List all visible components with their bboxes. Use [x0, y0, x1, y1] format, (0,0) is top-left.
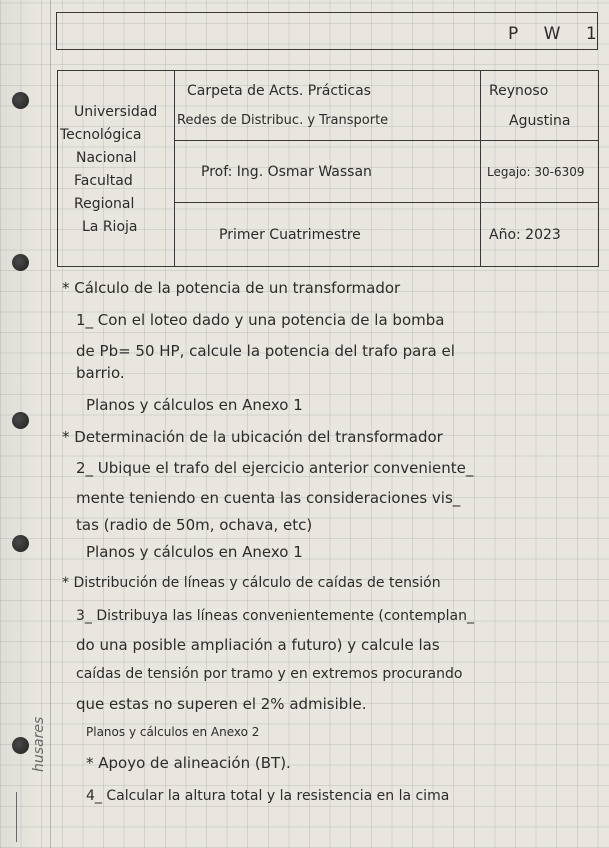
binder-hole [12, 412, 29, 429]
term-label: Primer Cuatrimestre [219, 226, 361, 243]
institution-line: Nacional [76, 149, 137, 166]
notebook-brand: husares [31, 716, 47, 772]
institution-cell [58, 71, 175, 267]
institution-line: Regional [74, 195, 135, 212]
section-heading: * Apoyo de alineación (BT). [86, 754, 291, 772]
exercise-text: que estas no superen el 2% admisible. [76, 695, 367, 713]
institution-line: Universidad [74, 103, 158, 120]
margin-line [50, 0, 51, 848]
exercise-text: 2_ Ubique el trafo del ejercicio anterior conveniente_ [76, 459, 474, 477]
term-cell [175, 203, 481, 267]
subject-title: Redes de Distribuc. y Transporte [177, 112, 389, 128]
legajo-number: Legajo: 30-6309 [487, 164, 585, 179]
binder-hole [12, 254, 29, 271]
exercise-text: 4_ Calcular la altura total y la resistencia en la cima [86, 788, 450, 804]
exercise-text: barrio. [76, 364, 125, 382]
exercise-text: 3_ Distribuya las líneas convenientemente (contemplan_ [76, 608, 474, 624]
student-name: Agustina [509, 112, 571, 129]
professor-name: Prof: Ing. Osmar Wassan [201, 163, 372, 180]
professor-cell [175, 141, 481, 203]
section-heading: * Distribución de líneas y cálculo de caídas de tensión [62, 575, 441, 591]
binder-hole [12, 92, 29, 109]
exercise-text: do una posible ampliación a futuro) y calcule las [76, 636, 440, 654]
exercise-text: de Pb= 50 HP, calcule la potencia del trafo para el [76, 342, 455, 360]
exercise-text: 1_ Con el loteo dado y una potencia de la bomba [76, 311, 445, 329]
exercise-text: caídas de tensión por tramo y en extremos procurando [76, 666, 463, 682]
institution-line: Tecnológica [60, 126, 142, 143]
student-surname: Reynoso [489, 82, 549, 99]
section-heading: * Determinación de la ubicación del transformador [62, 428, 443, 446]
cover-info-table [57, 70, 599, 267]
annex-note: Planos y cálculos en Anexo 2 [86, 725, 260, 739]
annex-note: Planos y cálculos en Anexo 1 [86, 396, 303, 414]
folder-subject-cell [175, 71, 481, 141]
exercise-text: mente teniendo en cuenta las consideraciones vis_ [76, 489, 461, 507]
year-label: Año: 2023 [489, 226, 561, 243]
exercise-text: tas (radio de 50m, ochava, etc) [76, 516, 313, 534]
legajo-cell [481, 141, 599, 203]
binder-hole [12, 737, 29, 754]
annex-note: Planos y cálculos en Anexo 1 [86, 543, 303, 561]
brand-bracket [16, 792, 27, 842]
institution-line: Facultad [74, 172, 133, 189]
page-number: P W 1 [508, 24, 607, 44]
student-cell [481, 71, 599, 141]
binder-hole [12, 535, 29, 552]
folder-title: Carpeta de Acts. Prácticas [187, 82, 371, 99]
section-heading: * Cálculo de la potencia de un transformador [62, 279, 401, 297]
institution-line: La Rioja [82, 218, 138, 235]
year-cell [481, 203, 599, 267]
